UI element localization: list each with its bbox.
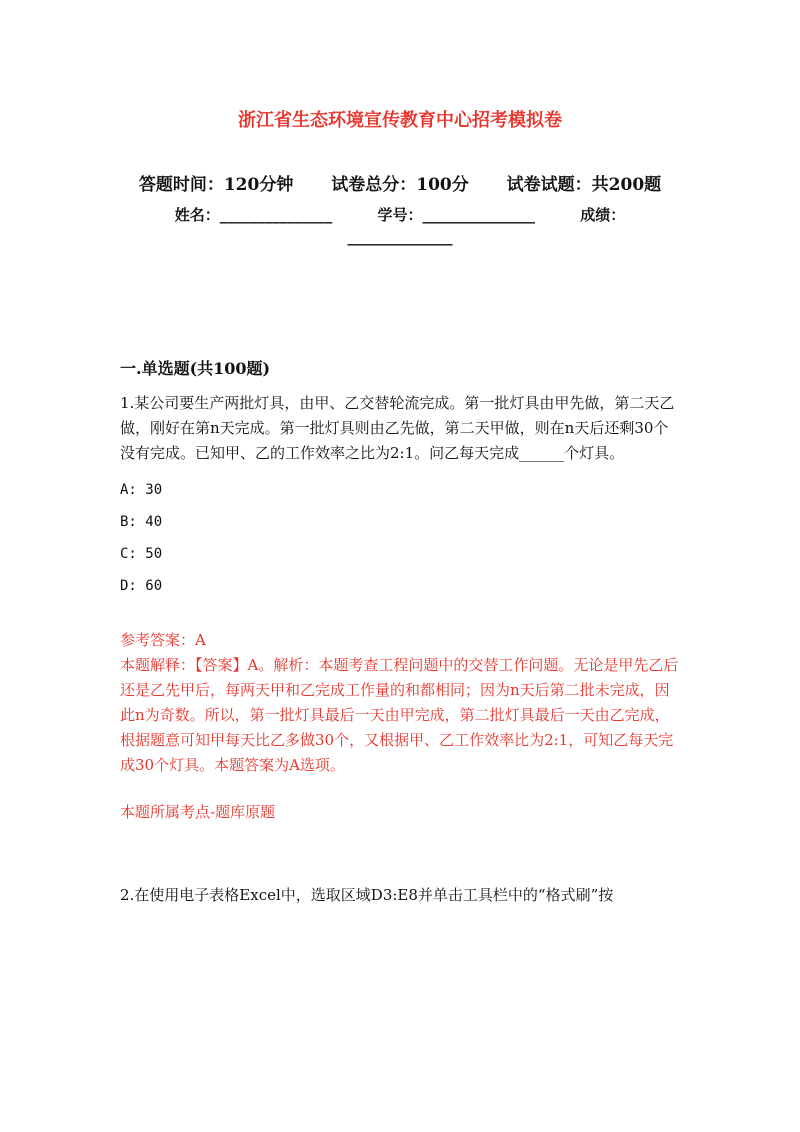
page-title: 浙江省生态环境宣传教育中心招考模拟卷 (238, 110, 562, 131)
section-heading: 一.单选题(共100题) (120, 359, 271, 378)
question-2-text: 2.在使用电子表格Excel中，选取区域D3:E8并单击工具栏中的“格式刷”按 (120, 886, 614, 904)
grade-field: 成绩： (580, 206, 626, 224)
option-b: B: 40 (120, 514, 163, 530)
option-d: D: 60 (120, 578, 163, 594)
student-fields (0, 204, 800, 225)
question-topic: 本题所属考点-题库原题 (120, 803, 276, 821)
exam-total-score: 试卷总分：100分 (331, 175, 469, 195)
exam-meta (0, 170, 800, 195)
answer-explanation: 本题解释：【答案】A。解析：本题考查工程问题中的交替工作问题。无论是甲先乙后还是乙先甲后，每两天甲和乙完成工作量的和都相同；因为n天后第二批未完成，因此n为奇数。所以，第一批灯具最后一天由甲完成，第二批灯具最后一天由乙完成，根据题意可知甲每天比乙多做30个，又根据甲、乙工作效率比为2:1，可知乙每天完成30个灯具。本题答案为A选项。 (120, 656, 679, 774)
question-1-options (120, 474, 680, 602)
reference-answer: 参考答案：A (120, 631, 206, 649)
option-a: A: 30 (120, 482, 163, 498)
question-1-text: 1.某公司要生产两批灯具，由甲、乙交替轮流完成。第一批灯具由甲先做，第二天乙做，刚好在第n天完成。第一批灯具则由乙先做，第二天甲做，则在n天后还剩30个没有完成。已知甲、乙的工作效率之比为2:1。问乙每天完成______个灯具。 (120, 394, 675, 462)
option-c: C: 50 (120, 546, 163, 562)
exam-question-count: 试卷试题：共200题 (506, 175, 662, 195)
exam-time: 答题时间：120分钟 (138, 175, 294, 195)
name-field: 姓名：_______________ (174, 206, 333, 224)
exam-content (120, 356, 680, 908)
grade-line: ______________ (347, 228, 453, 246)
student-id-field: 学号：_______________ (377, 206, 535, 224)
